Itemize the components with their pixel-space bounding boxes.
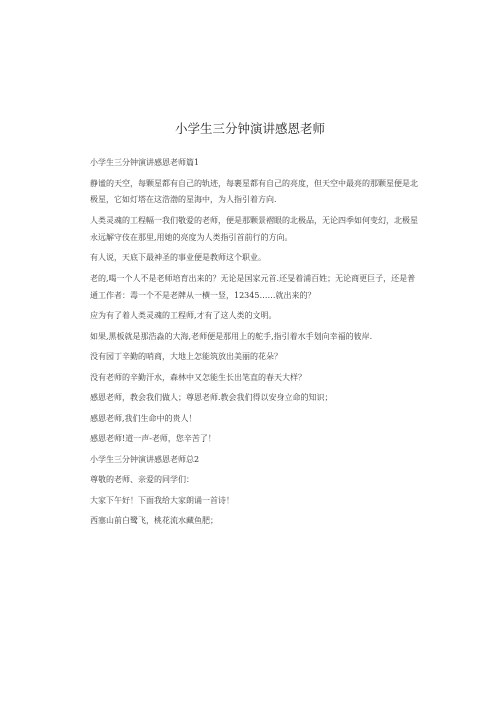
paragraph: 老的,喝一个人不是老师培育出来的？无论是国家元首.还旻着浦百姓；无论商更巨子，还是普通工作者：毒一个不是老牌从一横一竖，12345……就出来的？ <box>90 273 416 300</box>
paragraph: 感恩老师!道一声-老师，您辛苦了！ <box>90 434 216 444</box>
document-title: 小学生三分钟演讲感恩老师 <box>174 121 325 136</box>
paragraph: 没有园丁辛勤的哨商，大地上怎能筑放出美丽的花朵？ <box>90 352 282 362</box>
paragraph: 感恩老师,我们生命中的贵人！ <box>90 413 197 423</box>
paragraph: 西塞山前白鹭飞，桃花流水藏鱼肥； <box>90 516 218 526</box>
paragraph: 感恩老师，教会我们做人；尊恩老师.教会我们得以安身立命的知识； <box>90 393 333 403</box>
paragraph: 没有老师的辛勤汗水，森林中又怎能生长出笔直的春天大样？ <box>90 372 306 382</box>
paragraph: 小学生三分钟演讲感恩老师总2 <box>90 454 200 464</box>
paragraph: 小学生三分钟演讲感恩老师篇1 <box>90 158 200 167</box>
paragraph: 静谧的天空，每颗星都有自己的轨迹，每裹星都有自己的亮度，但天空中最亮的那颗星便是北极星，它如灯塔在这浩渤的星海中，为人指引着方向. <box>90 178 418 205</box>
paragraph: 如果,黑板就是那浩淼的大海,老师便是那用上的舵手,指引着水手划向幸福的彼岸. <box>90 331 373 341</box>
paragraph: 尊敬的老师、亲爱的同学们： <box>90 475 194 485</box>
paragraph: 人类灵魂的工程幅一我们敬爱的老师，便是那颗景褶眼的北极品，无论四季如何变幻，北极星永远解守伎在那里,用她的亮度为人类指引首前行的方向。 <box>90 215 418 242</box>
paragraph: 有人说，天底下最神圣的事业便是教师这个职业。 <box>90 253 266 263</box>
document-body <box>90 155 418 534</box>
paragraph: 大家下午好！下面我给大家朗诵一首诗！ <box>90 495 234 505</box>
paragraph: 应为有了着人类灵魂的工程师,才有了这人类的文明。 <box>90 311 277 321</box>
